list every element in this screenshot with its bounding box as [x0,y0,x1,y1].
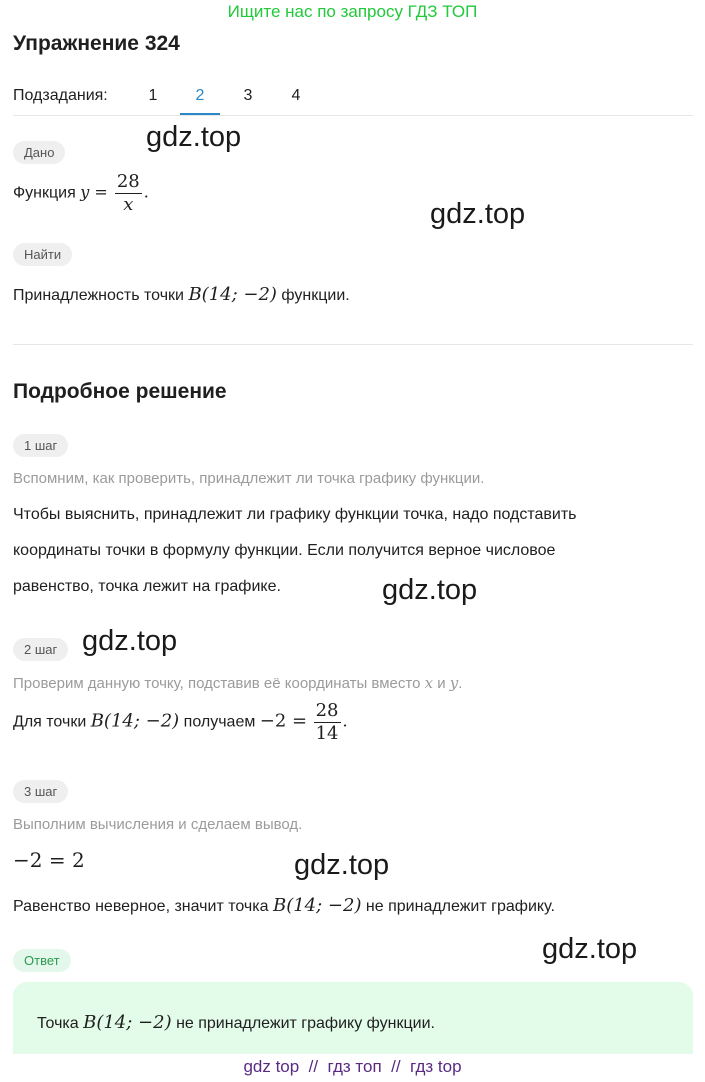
fraction-denominator: 14 [315,723,339,744]
given-section [13,141,65,164]
period: . [342,711,348,731]
given-function [13,171,149,216]
var-x: x [424,674,434,692]
fraction-28-over-14 [314,700,341,745]
watermark: gdz.top [430,198,526,230]
section-divider [13,344,693,345]
answer-prefix: Точка [37,1015,79,1032]
page-title: Упражнение 324 [13,32,180,55]
step2-prefix: Для точки [13,713,87,731]
fraction-numerator: 28 [315,700,339,721]
step1-line3: равенство, точка лежит на графике. [13,578,281,595]
step2-hint-end: . [458,675,463,692]
var-y: y [80,182,90,202]
step1 [13,434,68,457]
point-b: B(14; −2) [90,710,180,732]
solution-title: Подробное решение [13,380,227,403]
step2-hint [13,674,462,692]
step2-chip: 2 шаг [13,638,68,661]
step2-lhs: −2 = [259,710,308,732]
step3-equation: −2 = 2 [13,848,85,872]
given-prefix: Функция [13,184,76,202]
watermark: gdz.top [146,121,242,153]
step3-conclusion [13,895,555,916]
answer-suffix: не принадлежит графику функции. [176,1015,435,1032]
step2-hint-and: и [437,675,446,692]
tab-subtask-2[interactable]: 2 [195,87,205,104]
watermark: gdz.top [82,625,178,657]
tabs-divider [13,115,693,116]
top-banner: Ищите нас по запросу ГДЗ ТОП [227,2,478,21]
answer-text [37,1012,435,1033]
find-suffix: функции. [281,287,350,304]
period: . [143,182,149,202]
given-chip: Дано [13,141,65,164]
tab-subtask-4[interactable]: 4 [291,87,301,104]
point-b: B(14; −2) [83,1012,172,1033]
watermark: gdz.top [382,574,478,606]
find-chip: Найти [13,243,72,266]
step1-hint: Вспомним, как проверить, принадлежит ли точка графику функции. [13,470,485,487]
point-b: B(14; −2) [188,284,277,305]
step1-line2: координаты точки в формулу функции. Если получится верное числовое [13,542,556,559]
step1-chip: 1 шаг [13,434,68,457]
tab-subtask-1[interactable]: 1 [148,87,158,104]
fraction-numerator: 28 [116,171,140,192]
tab-subtask-3[interactable]: 3 [243,87,253,104]
step1-line1: Чтобы выяснить, принадлежит ли графику функции точка, надо подставить [13,506,577,523]
find-prefix: Принадлежность точки [13,287,184,304]
step3-chip: 3 шаг [13,780,68,803]
subtasks-label: Подзадания: [13,87,108,104]
watermark: gdz.top [294,849,390,881]
footer-links: gdz top // гдз топ // гдз top [243,1057,462,1076]
fraction-denominator: x [123,194,134,215]
answer-section [13,949,71,972]
find-section [13,243,72,266]
step3-conclusion-prefix: Равенство неверное, значит точка [13,898,269,915]
equals-sign: = [89,182,113,202]
watermark: gdz.top [542,933,638,965]
step3 [13,780,68,803]
step2 [13,638,68,661]
step2-hint-prefix: Проверим данную точку, подставив её координаты вместо [13,675,421,692]
step3-hint: Выполним вычисления и сделаем вывод. [13,816,303,833]
find-text [13,284,350,305]
step3-conclusion-suffix: не принадлежит графику. [365,898,555,915]
step2-substitution [13,700,348,745]
fraction-28-over-x [115,171,142,216]
step2-mid: получаем [183,713,256,731]
var-y: y [449,674,459,692]
point-b: B(14; −2) [272,895,362,916]
answer-chip: Ответ [13,949,71,972]
